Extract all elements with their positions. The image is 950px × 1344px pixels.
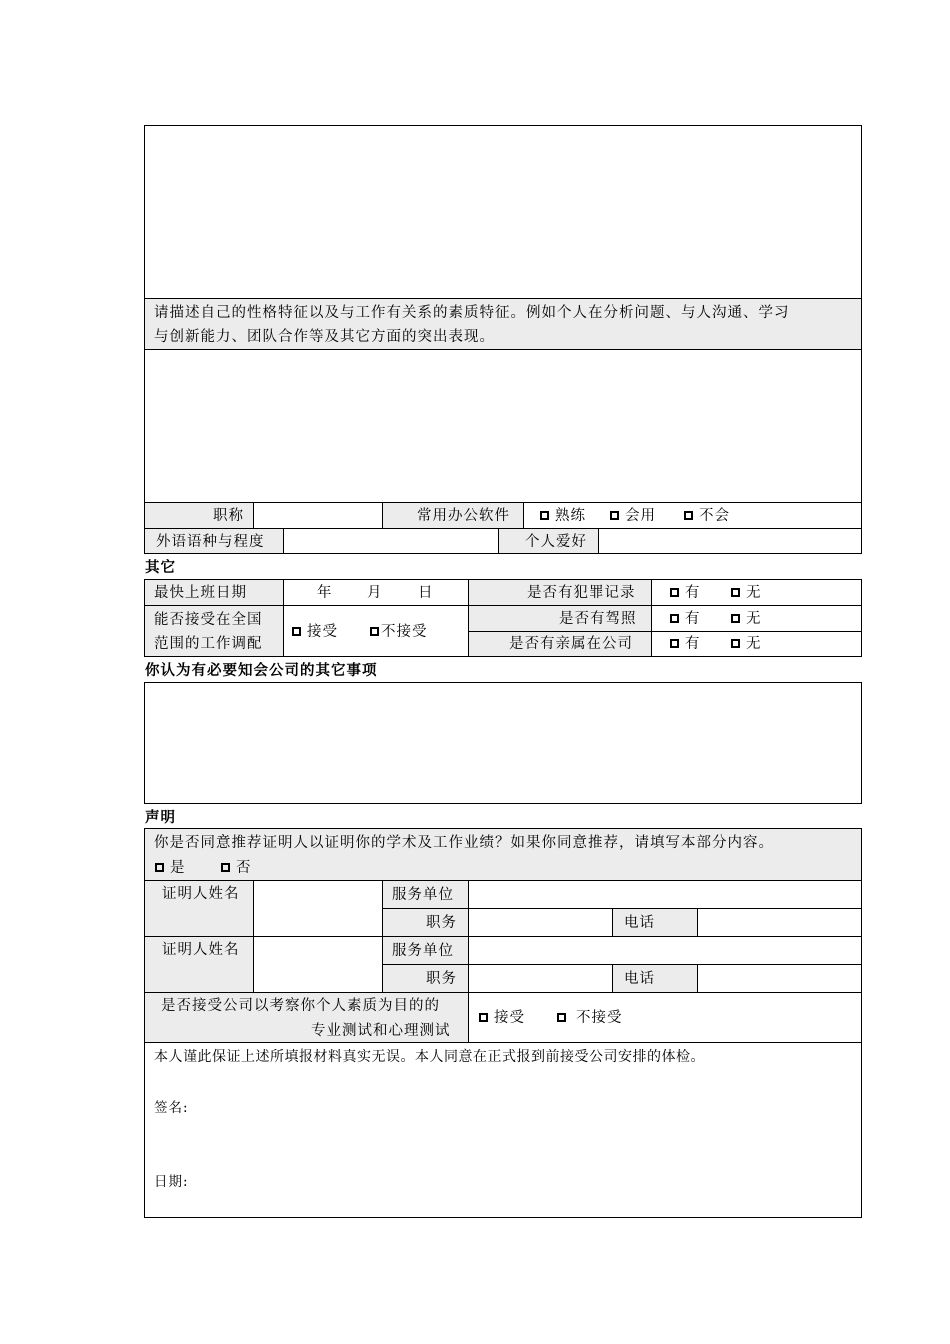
software-opt-proficient[interactable]: 熟练 xyxy=(540,507,586,525)
relocate-opt-not-accept[interactable]: 不接受 xyxy=(370,623,428,641)
hobby-label: 个人爱好 xyxy=(525,534,587,550)
language-label: 外语语种与程度 xyxy=(156,534,265,550)
checkbox-icon xyxy=(221,863,230,872)
software-label-cell xyxy=(382,502,524,529)
crime-label-cell xyxy=(468,579,652,606)
checkbox-icon xyxy=(540,511,549,520)
ref1-name-input[interactable] xyxy=(253,880,383,937)
date-label: 日期: xyxy=(154,1174,189,1190)
ref2-name-label: 证明人姓名 xyxy=(162,942,240,958)
reference-opt-no[interactable]: 否 xyxy=(221,859,252,877)
start-date-input[interactable] xyxy=(283,579,469,606)
other-heading: 其它 xyxy=(145,560,176,576)
relative-label: 是否有亲属在公司 xyxy=(509,636,633,652)
relocate-opt-accept[interactable]: 接受 xyxy=(292,623,338,641)
title-label-cell xyxy=(144,502,254,529)
checkbox-icon xyxy=(155,863,164,872)
hobby-input[interactable] xyxy=(598,528,862,554)
license-label-cell xyxy=(468,605,652,632)
license-opt-no[interactable]: 无 xyxy=(731,610,762,628)
software-opt-cannot[interactable]: 不会 xyxy=(684,507,730,525)
signature-label: 签名: xyxy=(154,1100,189,1116)
year-label: 年 xyxy=(317,585,333,601)
traits-answer-box[interactable] xyxy=(144,349,862,503)
checkbox-icon xyxy=(479,1013,488,1022)
traits-prompt-line1: 请描述自己的性格特征以及与工作有关系的素质特征。例如个人在分析问题、与人沟通、学习 xyxy=(154,305,790,321)
month-label: 月 xyxy=(367,585,383,601)
start-date-label-cell xyxy=(144,579,284,606)
start-date-label: 最快上班日期 xyxy=(154,585,247,601)
ref1-position-input[interactable] xyxy=(468,908,613,937)
checkbox-icon xyxy=(370,627,379,636)
ref1-phone-input[interactable] xyxy=(697,908,862,937)
traits-prompt xyxy=(144,298,862,350)
ref2-position-label: 职务 xyxy=(426,971,457,987)
relative-options xyxy=(651,631,862,657)
checkbox-icon xyxy=(670,588,679,597)
ref2-name-input[interactable] xyxy=(253,936,383,993)
ref1-position-label: 职务 xyxy=(426,915,457,931)
relative-label-cell xyxy=(468,631,652,657)
ref1-position-label-cell xyxy=(382,908,469,937)
notice-heading: 你认为有必要知会公司的其它事项 xyxy=(145,663,378,679)
ref2-position-label-cell xyxy=(382,964,469,993)
software-label: 常用办公软件 xyxy=(417,508,510,524)
ref1-phone-label-cell xyxy=(612,908,698,937)
ref1-employer-label-cell xyxy=(382,880,469,909)
test-opt-not-accept[interactable]: 不接受 xyxy=(557,1009,623,1027)
checkbox-icon xyxy=(731,588,740,597)
ref2-employer-label-cell xyxy=(382,936,469,965)
ref2-name-label-cell xyxy=(144,936,254,993)
language-label-cell xyxy=(144,528,284,554)
test-opt-accept[interactable]: 接受 xyxy=(479,1009,525,1027)
experience-box[interactable] xyxy=(144,125,862,299)
ref2-employer-label: 服务单位 xyxy=(392,943,454,959)
test-label-cell xyxy=(144,992,469,1043)
ref2-phone-label: 电话 xyxy=(624,971,655,987)
relocate-label-cell xyxy=(144,605,284,657)
statement-text: 本人谨此保证上述所填报材料真实无误。本人同意在正式报到前接受公司安排的体检。 xyxy=(154,1049,705,1065)
checkbox-icon xyxy=(670,639,679,648)
checkbox-icon xyxy=(557,1013,566,1022)
reference-question: 你是否同意推荐证明人以证明你的学术及工作业绩？如果你同意推荐，请填写本部分内容。 xyxy=(154,835,774,851)
ref2-phone-label-cell xyxy=(612,964,698,993)
checkbox-icon xyxy=(292,627,301,636)
checkbox-icon xyxy=(610,511,619,520)
crime-label: 是否有犯罪记录 xyxy=(527,585,636,601)
hobby-label-cell xyxy=(498,528,599,554)
ref2-position-input[interactable] xyxy=(468,964,613,993)
crime-opt-yes[interactable]: 有 xyxy=(670,584,701,602)
test-label-line2: 专业测试和心理测试 xyxy=(311,1023,451,1039)
relative-opt-no[interactable]: 无 xyxy=(731,635,762,653)
declaration-heading: 声明 xyxy=(145,810,176,826)
relocate-label-line1: 能否接受在全国 xyxy=(154,612,263,628)
ref1-name-label: 证明人姓名 xyxy=(162,886,240,902)
checkbox-icon xyxy=(670,614,679,623)
relative-opt-yes[interactable]: 有 xyxy=(670,635,701,653)
license-options xyxy=(651,605,862,632)
license-opt-yes[interactable]: 有 xyxy=(670,610,701,628)
ref1-employer-label: 服务单位 xyxy=(392,887,454,903)
reference-opt-yes[interactable]: 是 xyxy=(155,859,186,877)
checkbox-icon xyxy=(731,614,740,623)
ref1-name-label-cell xyxy=(144,880,254,937)
ref2-employer-input[interactable] xyxy=(468,936,862,965)
day-label: 日 xyxy=(418,585,434,601)
test-options xyxy=(468,992,862,1043)
ref1-employer-input[interactable] xyxy=(468,880,862,909)
language-input[interactable] xyxy=(283,528,499,554)
checkbox-icon xyxy=(731,639,740,648)
reference-question-cell xyxy=(144,828,862,881)
ref2-phone-input[interactable] xyxy=(697,964,862,993)
software-opt-can-use[interactable]: 会用 xyxy=(610,507,656,525)
ref1-phone-label: 电话 xyxy=(624,915,655,931)
notice-box[interactable] xyxy=(144,682,862,804)
relocate-label-line2: 范围的工作调配 xyxy=(154,636,263,652)
title-label: 职称 xyxy=(213,508,244,524)
relocate-options xyxy=(283,605,469,657)
statement-box xyxy=(144,1042,862,1218)
license-label: 是否有驾照 xyxy=(559,611,637,627)
crime-options xyxy=(651,579,862,606)
crime-opt-no[interactable]: 无 xyxy=(731,584,762,602)
traits-prompt-line2: 与创新能力、团队合作等及其它方面的突出表现。 xyxy=(154,329,495,345)
checkbox-icon xyxy=(684,511,693,520)
software-options xyxy=(523,502,862,529)
test-label-line1: 是否接受公司以考察你个人素质为目的的 xyxy=(161,998,440,1014)
title-input[interactable] xyxy=(253,502,383,529)
